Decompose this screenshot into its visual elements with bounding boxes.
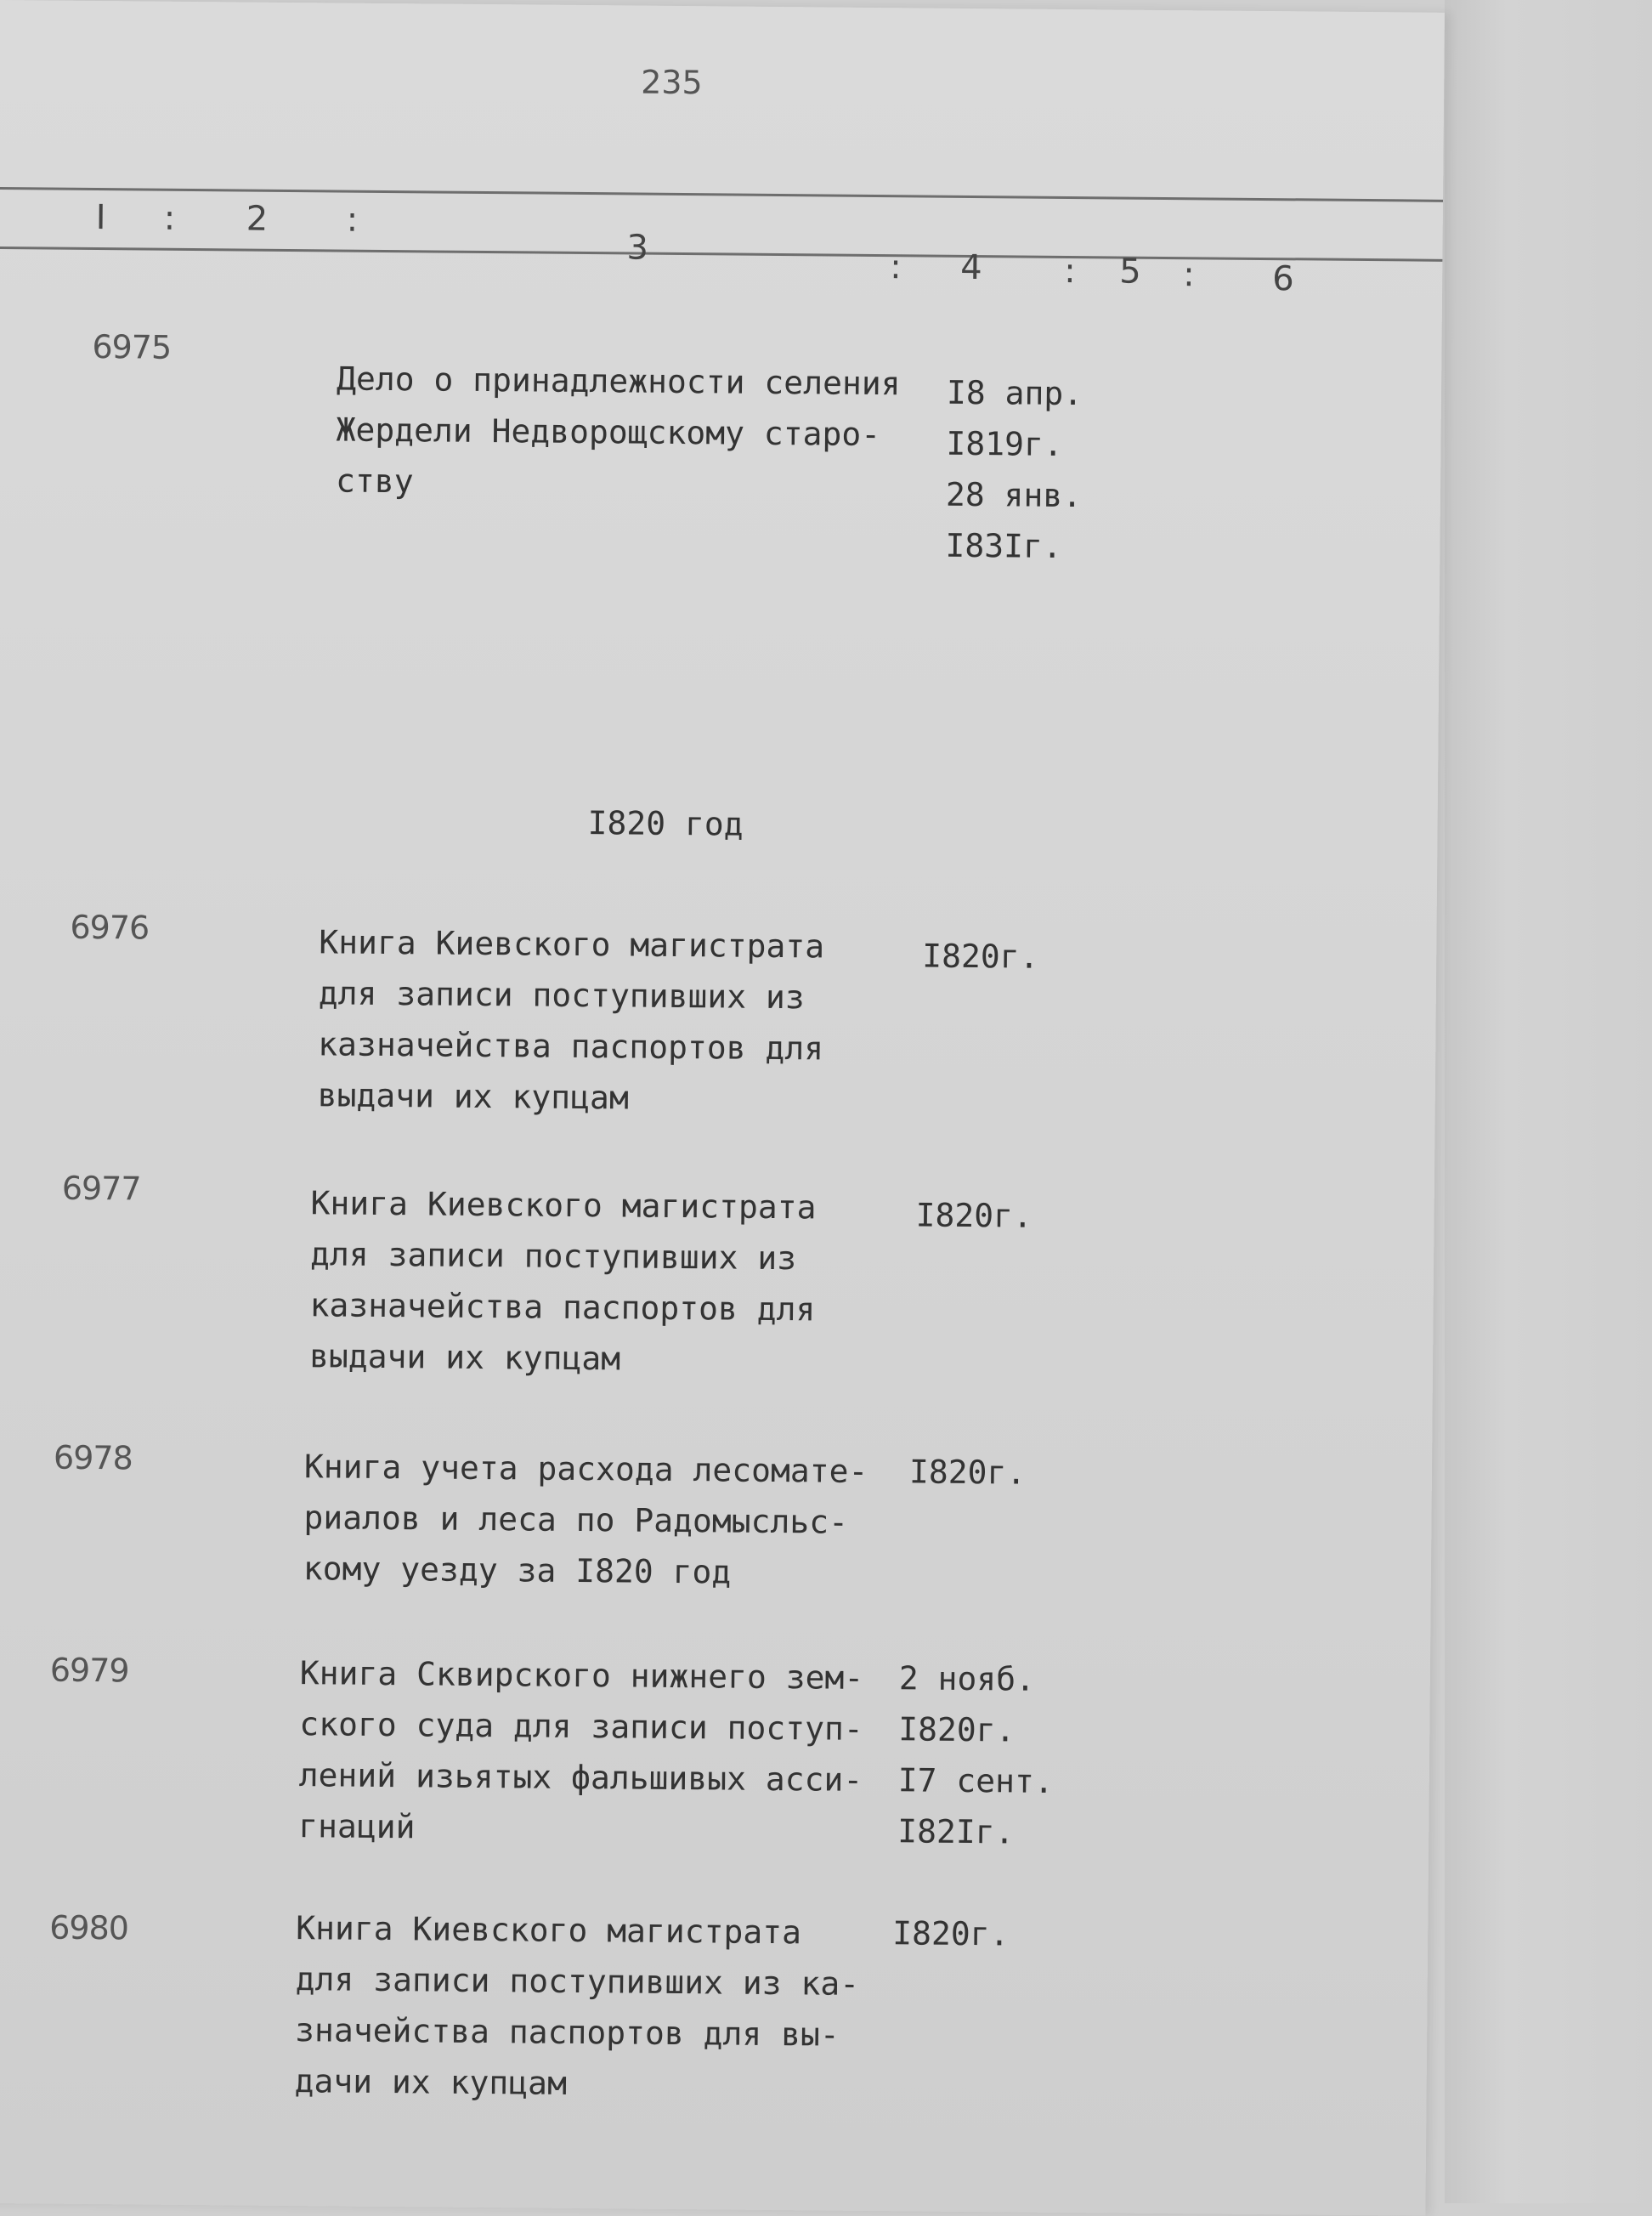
date-line: I819г. [946, 424, 1063, 463]
description-line: Книга учета расхода лесомате- [303, 1448, 868, 1490]
description-line: кому уезду за I820 год [303, 1550, 732, 1591]
description-line: Жердели Недворощскому старо- [336, 411, 881, 454]
entry-dates [922, 931, 1039, 983]
column-header-4: 4 [960, 247, 982, 288]
description-line: для записи поступивших из ка- [295, 1960, 860, 2003]
description-line: казначейства паспортов для [318, 1025, 824, 1068]
description-line: риалов и леса по Радомысльс- [303, 1499, 849, 1541]
header-top-rule [0, 187, 1443, 202]
description-line: казначейства паспортов для [309, 1286, 816, 1329]
date-line: 2 нояб. [898, 1659, 1036, 1698]
description-line: дачи их купцам [294, 2062, 568, 2102]
background-page-edge [1445, 0, 1652, 2203]
date-line: I820г. [892, 1914, 1010, 1953]
description-line: выдачи их купцам [317, 1076, 629, 1117]
column-separator: : [1183, 255, 1195, 295]
column-separator: : [163, 198, 176, 238]
description-line: выдачи их купцам [308, 1337, 621, 1378]
entry-number: 6975 [92, 327, 172, 366]
date-line: I820г. [898, 1710, 1016, 1749]
column-separator: : [1064, 251, 1076, 292]
section-heading: I820 год [587, 804, 744, 843]
entry-description [309, 1177, 817, 1386]
description-line: Книга Сквирского нижнего зем- [299, 1654, 864, 1697]
description-line: Книга Киевского магистрата [296, 1909, 802, 1952]
description-line: для записи поступивших из [318, 974, 805, 1017]
date-line: I82Iг. [897, 1812, 1015, 1851]
date-line: I7 сент. [897, 1761, 1054, 1800]
column-separator: : [890, 247, 902, 287]
description-line: ского суда для записи поступ- [299, 1705, 863, 1748]
date-line: I820г. [915, 1196, 1033, 1235]
description-line: Книга Киевского магистрата [319, 923, 825, 966]
entry-number: 6977 [61, 1169, 141, 1208]
description-line: значейства паспортов для вы- [294, 2011, 840, 2054]
date-line: I820г. [908, 1453, 1027, 1492]
entry-dates [945, 367, 1083, 572]
column-header-3: 3 [626, 228, 649, 268]
entry-description [298, 1647, 864, 1856]
entry-dates [892, 1907, 1010, 1959]
date-line: I8 апр. [946, 373, 1083, 413]
description-line: ству [335, 462, 414, 501]
column-separator: : [346, 200, 359, 240]
description-line: для записи поступивших из [309, 1235, 797, 1278]
entry-description [336, 353, 901, 511]
entry-number: 6976 [70, 908, 150, 947]
entry-description [294, 1902, 860, 2111]
description-line: Дело о принадлежности селения [336, 360, 901, 403]
entry-number: 6979 [49, 1651, 129, 1690]
column-header-1: I [95, 197, 106, 238]
date-line: I83Iг. [945, 526, 1062, 565]
column-header-2: 2 [246, 199, 269, 239]
entry-description [303, 1441, 868, 1599]
entry-number: 6978 [53, 1438, 133, 1477]
entry-number: 6980 [49, 1908, 129, 1947]
date-line: I820г. [922, 937, 1039, 976]
entry-dates [909, 1446, 1027, 1498]
entry-dates [915, 1189, 1032, 1241]
header-bottom-rule [0, 247, 1442, 262]
entry-description [318, 916, 825, 1125]
entry-dates [897, 1652, 1055, 1858]
column-header-5: 5 [1119, 252, 1141, 292]
date-line: 28 янв. [945, 475, 1083, 515]
page-number: 235 [640, 63, 703, 102]
description-line: лений изьятых фальшивых асси- [298, 1756, 863, 1799]
column-header-6: 6 [1271, 259, 1294, 299]
description-line: Книга Киевского магистрата [310, 1184, 817, 1227]
description-line: гнаций [298, 1807, 416, 1846]
